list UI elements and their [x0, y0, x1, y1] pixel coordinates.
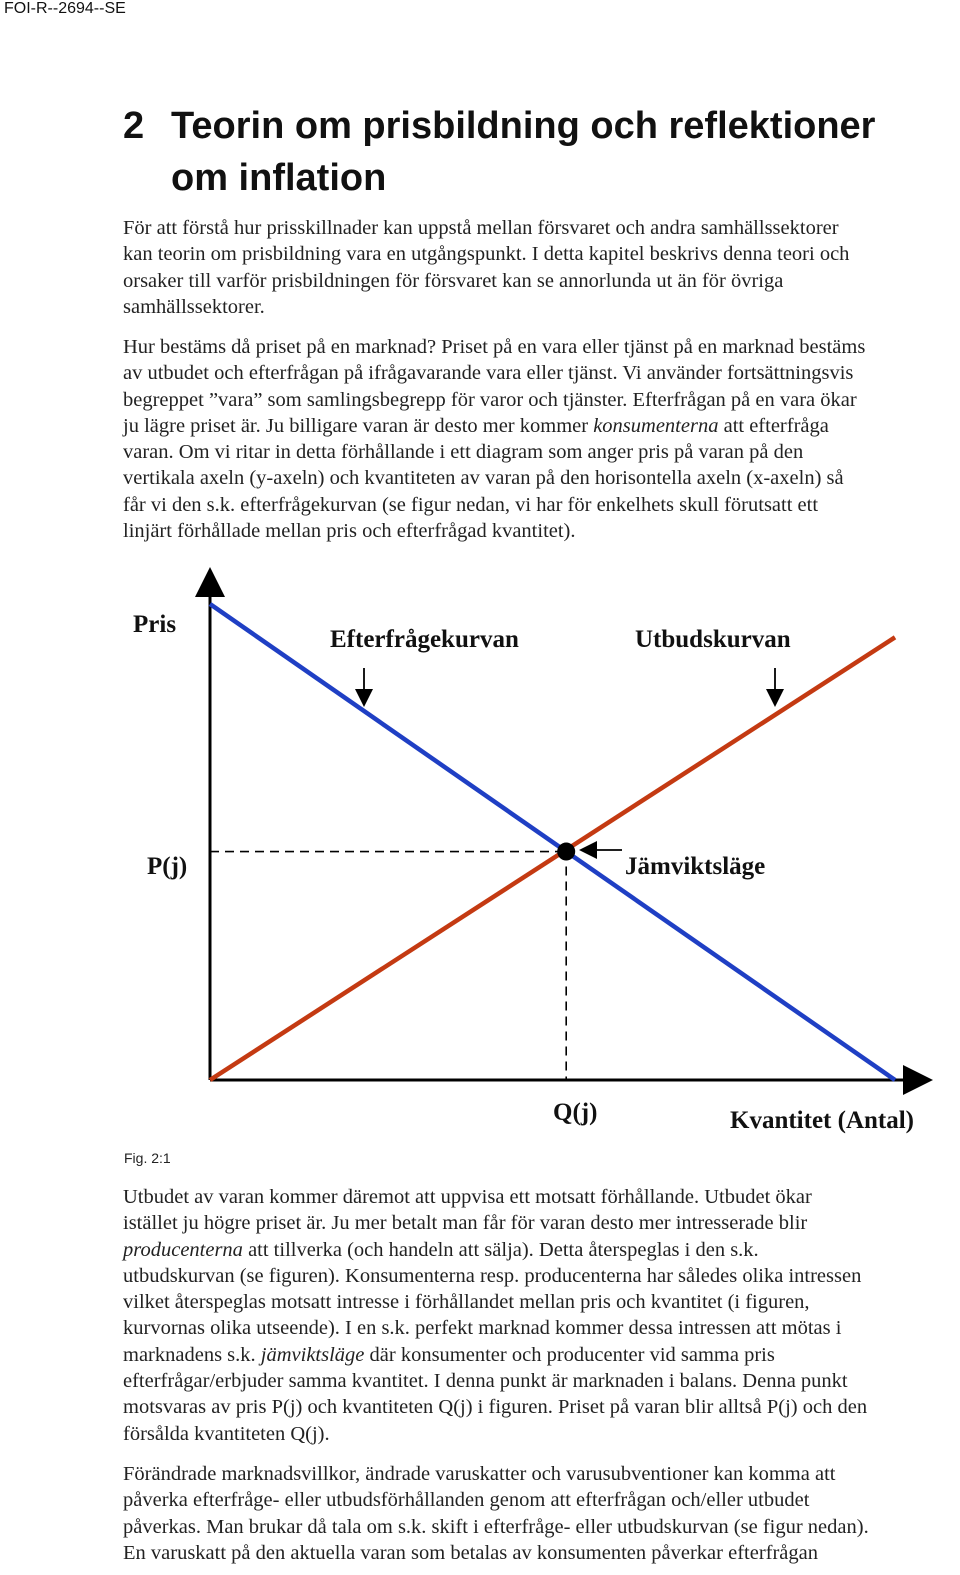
- text-line: påverkas. Man brukar då tala om s.k. skift i efterfråge- eller utbudskurvan (se figur nedan).: [123, 1515, 869, 1538]
- text-line: istället ju högre priset är. Ju mer betalt man får för varan desto mer intresserade blir: [123, 1212, 808, 1235]
- chapter-heading: [123, 100, 923, 204]
- text-line: En varuskatt på den aktuella varan som betalas av konsumenten påverkar efterfrågan: [123, 1541, 818, 1564]
- quantity-eq-label: Q(j): [553, 1099, 598, 1126]
- price-eq-label: P(j): [147, 853, 188, 880]
- supply-demand-figure: [0, 560, 960, 1140]
- text-fragment: där konsumenter och producenter vid samma pris: [364, 1343, 775, 1366]
- text-line: vertikala axeln (y-axeln) och kvantiteten av varan på den horisontella axeln (x-axeln) så: [123, 467, 844, 490]
- text-line: får vi den s.k. efterfrågekurvan (se figur nedan, vi har för enkelhets skull förutsatt ett: [123, 493, 819, 516]
- paragraph-demand: [123, 334, 958, 544]
- paragraph-intro: [123, 215, 958, 320]
- text-line: samhällssektorer.: [123, 295, 265, 318]
- text-line: För att förstå hur prisskillnader kan uppstå mellan försvaret och andra samhällssektorer: [123, 217, 839, 239]
- text-line: efterfrågar/erbjuder samma kvantitet. I denna punkt är marknaden i balans. Denna punkt: [123, 1370, 848, 1393]
- text-line: kan teorin om prisbildning vara en utgångspunkt. I detta kapitel beskrivs denna teori och: [123, 243, 850, 266]
- chapter-title-line-2: om inflation: [171, 157, 387, 199]
- equilibrium-label: Jämviktsläge: [625, 853, 766, 880]
- text-line: av utbudet och efterfrågan på ifrågavarande vara eller tjänst. Vi använder fortsättningsvis: [123, 362, 854, 385]
- text-fragment: att tillverka (och handeln att sälja). Detta återspeglas i den s.k.: [242, 1238, 759, 1261]
- text-line: utbudskurvan (se figuren). Konsumenterna resp. producenterna har således olika intressen: [123, 1264, 862, 1287]
- paragraph-supply: [123, 1184, 958, 1447]
- text-fragment: marknadens s.k.: [123, 1343, 261, 1366]
- chapter-title-line-1: Teorin om prisbildning och reflektioner: [171, 105, 876, 147]
- text-line: motsvaras av pris P(j) och kvantiteten Q(j) i figuren. Priset på varan blir alltså P(j) och den: [123, 1396, 868, 1419]
- emphasis-jamviktslage: jämviktsläge: [260, 1343, 365, 1366]
- text-line: Förändrade marknadsvillkor, ändrade varuskatter och varusubventioner kan komma att: [123, 1463, 836, 1485]
- text-line: begreppet ”vara” som samlingsbegrepp för varor och tjänster. Efterfrågan på en vara ökar: [123, 388, 857, 411]
- emphasis-producenterna: producenterna: [123, 1238, 243, 1261]
- emphasis-konsumenterna: konsumenterna: [593, 414, 719, 437]
- text-fragment: ju lägre priset är. Ju billigare varan är desto mer kommer: [123, 414, 594, 437]
- text-fragment: att efterfråga: [718, 414, 829, 437]
- text-line: varan. Om vi ritar in detta förhållande i ett diagram som anger pris på varan på den: [123, 441, 804, 464]
- text-line: Hur bestäms då priset på en marknad? Priset på en vara eller tjänst på en marknad bestäms: [123, 336, 866, 358]
- text-line: linjärt förhållade mellan pris och efterfrågad kvantitet).: [123, 520, 576, 543]
- demand-curve-label: Efterfrågekurvan: [330, 626, 519, 653]
- x-axis-label: Kvantitet (Antal): [730, 1107, 914, 1134]
- text-line: försålda kvantiteten Q(j).: [123, 1422, 330, 1445]
- text-line: kurvornas olika utseende). I en s.k. perfekt marknad kommer dessa intressen att mötas i: [123, 1317, 842, 1340]
- chapter-number: 2: [123, 105, 145, 147]
- text-line: orsaker till varför prisbildningen för försvaret kan se annorlunda ut än för övriga: [123, 269, 784, 292]
- report-id: FOI-R--2694--SE: [4, 0, 126, 17]
- supply-curve: [210, 637, 895, 1080]
- text-line: Utbudet av varan kommer däremot att uppvisa ett motsatt förhållande. Utbudet ökar: [123, 1186, 812, 1208]
- text-line: vilket återspeglas motsatt intresse i förhållandet mellan pris och kvantitet (i figuren,: [123, 1291, 810, 1314]
- figure-caption: Fig. 2:1: [124, 1150, 171, 1166]
- equilibrium-point: [557, 843, 575, 861]
- text-line: påverka efterfråge- eller utbudsförhållanden genom att efterfrågan och/eller utbudet: [123, 1489, 810, 1512]
- supply-curve-label: Utbudskurvan: [635, 626, 791, 653]
- demand-curve: [210, 604, 895, 1080]
- y-axis-label: Pris: [133, 611, 177, 638]
- paragraph-shifts: [123, 1461, 958, 1566]
